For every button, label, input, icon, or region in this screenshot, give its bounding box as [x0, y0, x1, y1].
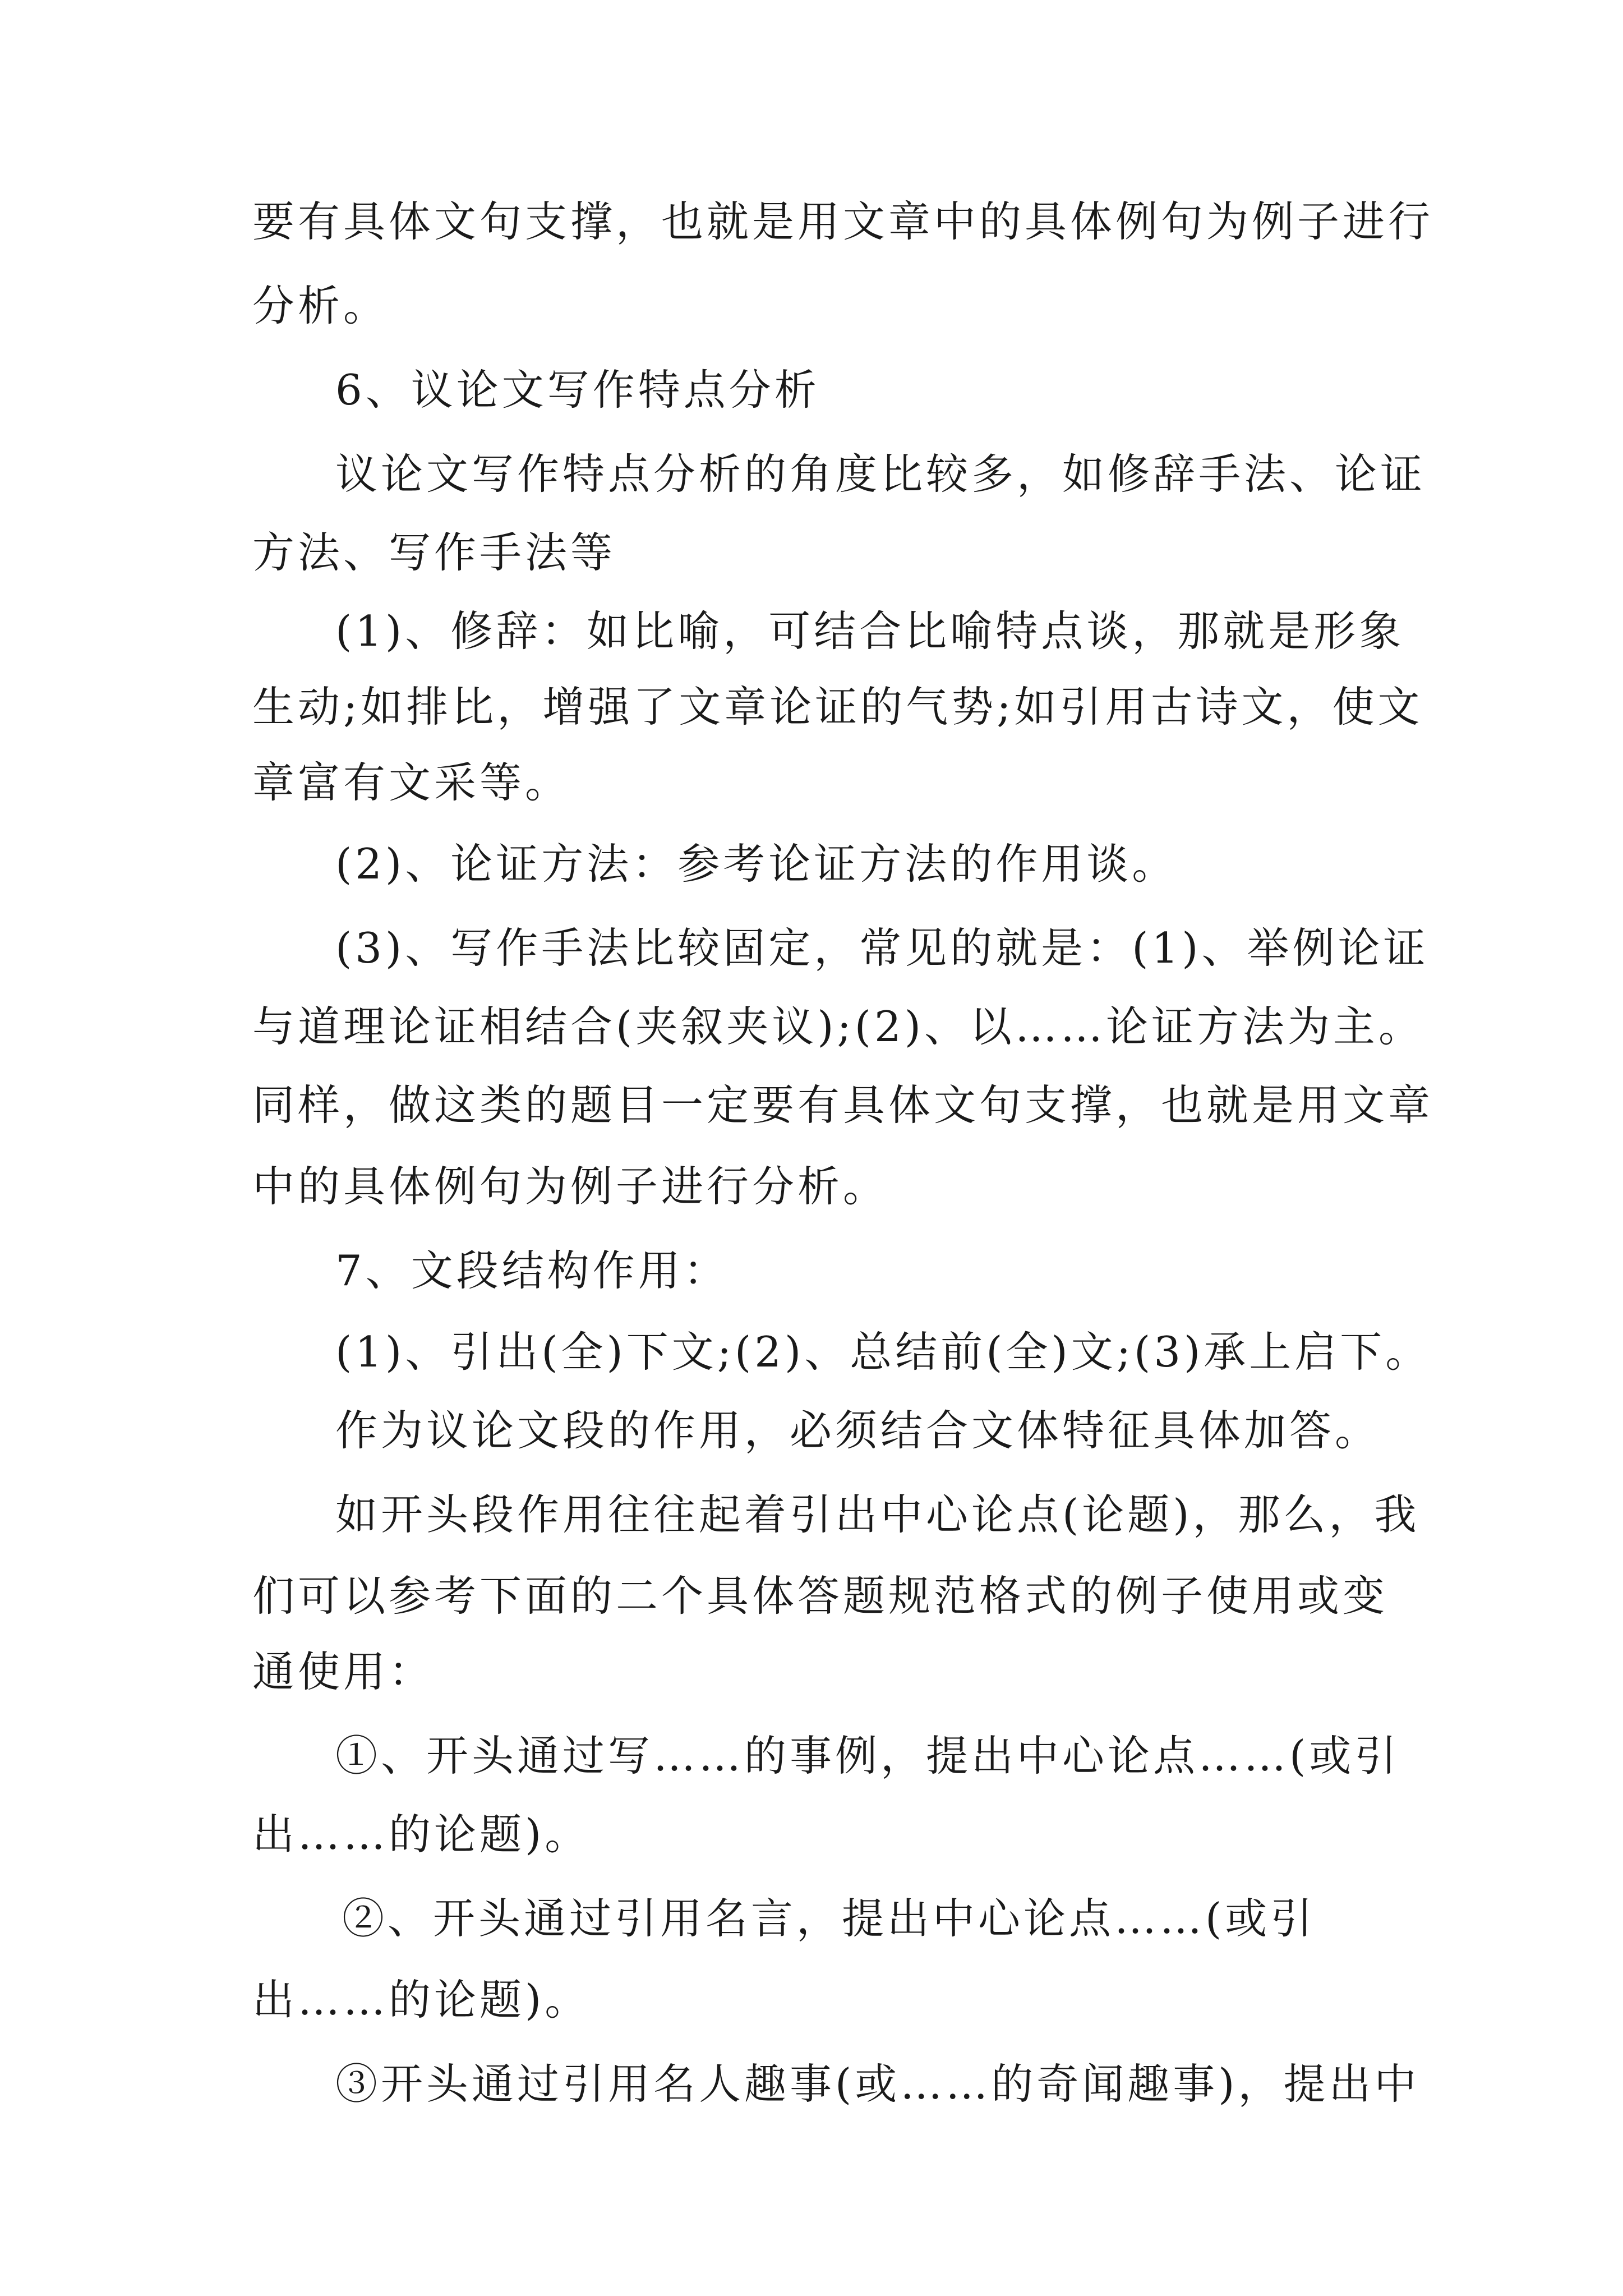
text-line: 出……的论题)。 [252, 1975, 591, 2024]
text-line: 与道理论证相结合(夹叙夹议);(2)、以……论证方法为主。 [252, 1002, 1424, 1051]
section-heading: 6、议论文写作特点分析 [335, 365, 820, 415]
text-line: 方法、写作手法等 [252, 528, 616, 577]
list-item: ③开头通过引用名人趣事(或……的奇闻趣事)，提出中 [335, 2059, 1420, 2109]
text-line: (3)、写作手法比较固定，常见的就是：(1)、举例论证 [335, 923, 1429, 973]
text-line: (1)、修辞：如比喻，可结合比喻特点谈，那就是形象 [335, 606, 1405, 656]
text-line: (2)、论证方法：参考论证方法的作用谈。 [335, 839, 1178, 889]
text-line: 议论文写作特点分析的角度比较多，如修辞手法、论证 [335, 449, 1426, 499]
text-line: 生动;如排比，增强了文章论证的气势;如引用古诗文，使文 [252, 682, 1423, 731]
text-line: 出……的论题)。 [252, 1810, 591, 1859]
text-line: (1)、引出(全)下文;(2)、总结前(全)文;(3)承上启下。 [335, 1327, 1431, 1377]
list-item: ①、开头通过写……的事例，提出中心论点……(或引 [335, 1731, 1400, 1780]
text-line: 同样，做这类的题目一定要有具体文句支撑，也就是用文章 [252, 1080, 1434, 1130]
list-item: ②、开头通过引用名言，提出中心论点……(或引 [342, 1894, 1316, 1943]
text-line: 作为议论文段的作用，必须结合文体特征具体加答。 [335, 1406, 1381, 1455]
text-line: 分析。 [252, 281, 389, 330]
text-line: 们可以参考下面的二个具体答题规范格式的例子使用或变 [252, 1571, 1389, 1621]
text-line: 要有具体文句支撑，也就是用文章中的具体例句为例子进行 [252, 197, 1434, 246]
text-line: 通使用： [252, 1647, 435, 1696]
text-line: 中的具体例句为例子进行分析。 [252, 1162, 889, 1211]
text-line: 如开头段作用往往起着引出中心论点(论题)，那么，我 [335, 1490, 1420, 1539]
section-heading: 7、文段结构作用： [335, 1246, 729, 1295]
text-line: 章富有文采等。 [252, 758, 571, 807]
